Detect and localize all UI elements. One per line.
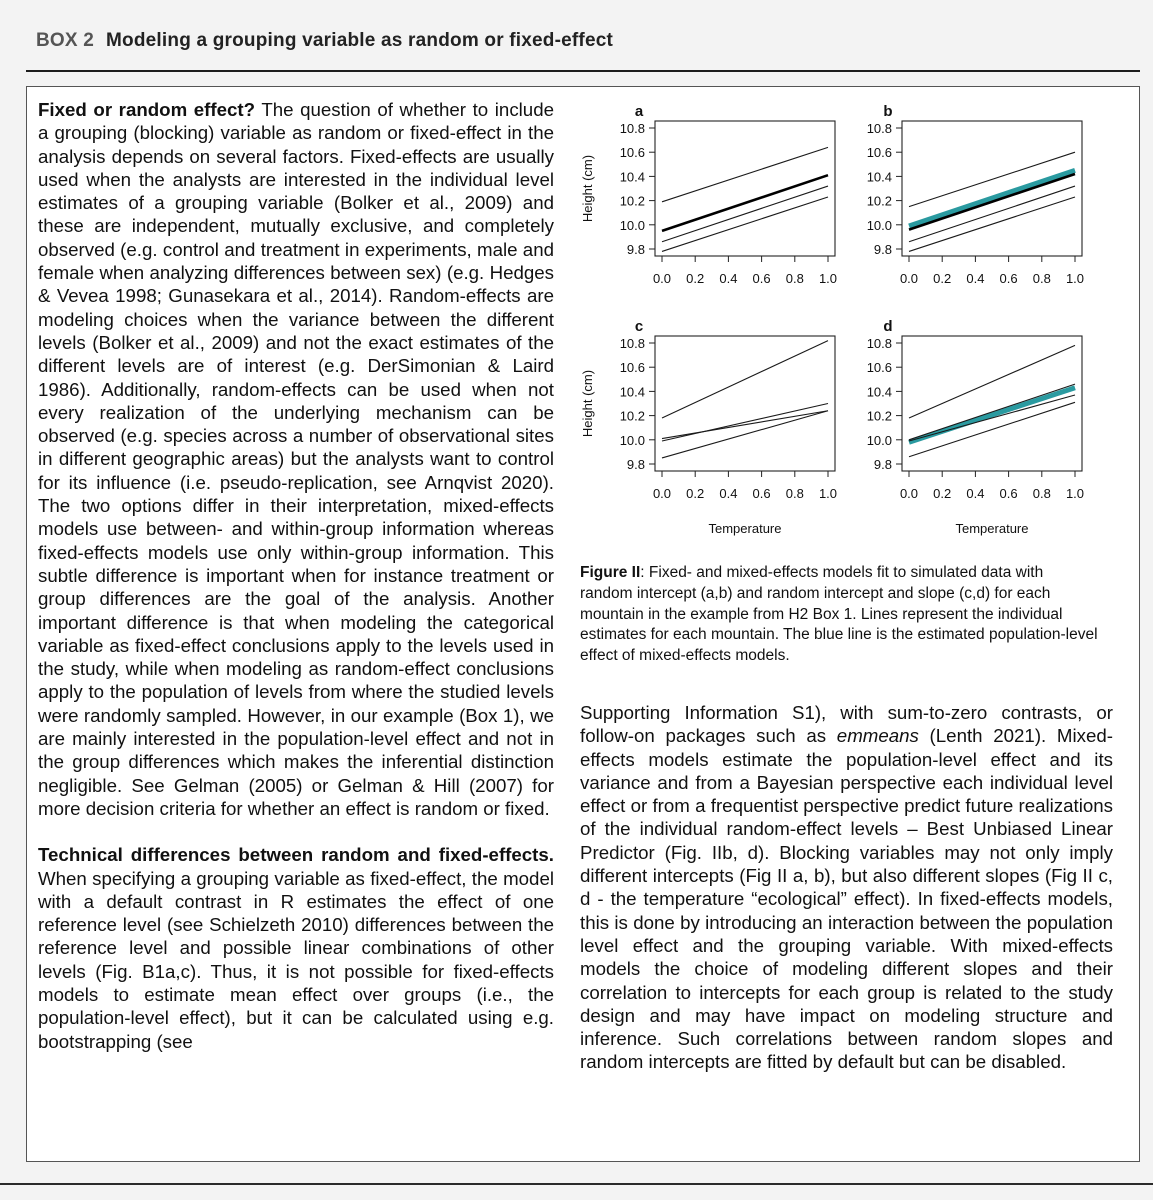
x-tick-label: 0.0	[899, 486, 919, 501]
x-tick-label: 1.0	[818, 486, 838, 501]
y-tick-label: 10.8	[619, 121, 645, 136]
y-tick-label: 10.2	[619, 193, 645, 209]
plot-frame	[902, 121, 1082, 256]
y-tick-label: 10.6	[619, 145, 645, 161]
x-tick-label: 1.0	[1065, 486, 1085, 501]
y-tick-label: 10.4	[619, 169, 645, 185]
x-tick-label: 0.2	[686, 486, 705, 501]
paragraph-heading: Fixed or random effect?	[38, 99, 256, 120]
y-tick-label: 10.2	[866, 408, 892, 424]
x-tick-label: 0.4	[719, 486, 738, 501]
caption-text: : Fixed- and mixed-effects models fit to simulated data with random intercept (a,b) and random intercept and slope (c,d) for each mountain in the example from H2 Box 1. Lines represent the individual estimates for each mountain. The blue line is the estimated population-level effect of mixed-effects models.	[580, 564, 1098, 665]
group-line	[909, 174, 1075, 230]
x-tick-label: 1.0	[818, 271, 838, 286]
box-title-text: Modeling a grouping variable as random or fixed-effect	[106, 30, 614, 51]
panel-c	[580, 318, 837, 536]
plot-frame	[655, 336, 835, 471]
box-title	[36, 30, 613, 52]
x-axis-label: Temperature	[955, 521, 1029, 536]
y-axis-label: Height (cm)	[580, 369, 595, 438]
panel-a	[580, 103, 837, 286]
y-tick-label: 9.8	[873, 457, 892, 472]
panel-letter: d	[883, 318, 893, 335]
paragraph-heading: Technical differences between random and fixed-effects.	[38, 844, 554, 866]
y-tick-label: 10.0	[866, 432, 892, 448]
paragraph-body: The question of whether to include a grouping (blocking) variable as random or fixed-effect in the analysis depends on several factors. Fixed-effects are usually used when the analysts are interested in the individual level estimates of a grouping variable (Bolker et al., 2009) and these are independent, mutually exclusive, and completely observed (e.g. control and treatment in experiments, male and female when analyzing differences between sex) (e.g. Hedges & Vevea 1998; Gunasekara et al., 2014). Random-effects are modeling choices when the variance between the different levels (Bolker et al., 2009) and not the exact estimates of the different levels are of interest (e.g. DerSimonian & Laird 1986). Additionally, random-effects can be used when not every realization of the underlying mechanism can be observed (e.g. species across a number of observational sites in different geographic areas) but the analysts want to control for its influence (i.e. pseudo-replication, see Arnqvist 2020). The two options differ in their interpretation, mixed-effects models use between- and within-group information whereas fixed-effects models use only within-group information. This subtle difference is important when for instance treatment or group differences are the goal of the analysis. Another important difference is that when modeling the categorical variable as fixed-effect conclusions apply to the levels used in the study, while when modeling as random-effect conclusions apply to the population of levels from where the studied levels were randomly sampled. However, in our example (Box 1), we are mainly interested in the population-level effect and not in the group differences which makes the inferential distinction negligible. See Gelman (2005) or Gelman & Hill (2007) for more decision criteria for whether an effect is random or fixed.	[38, 99, 554, 819]
group-line	[662, 197, 828, 251]
y-tick-label: 10.8	[866, 336, 892, 351]
y-tick-label: 10.4	[866, 384, 892, 400]
group-line	[662, 186, 828, 242]
y-tick-label: 10.2	[619, 408, 645, 424]
bottom-rule	[0, 1183, 1153, 1185]
y-tick-label: 10.6	[866, 145, 892, 161]
panel-letter: a	[634, 103, 644, 120]
y-tick-label: 10.8	[866, 121, 892, 136]
panel-b	[867, 103, 1084, 286]
group-line	[662, 341, 828, 418]
figure-ii	[572, 96, 1112, 558]
y-tick-label: 10.0	[619, 217, 645, 233]
paragraph-fixed-or-random	[38, 98, 554, 820]
y-tick-label: 10.8	[619, 336, 645, 351]
x-tick-label: 0.8	[785, 486, 804, 501]
x-tick-label: 0.2	[933, 486, 952, 501]
box-number: BOX 2	[36, 30, 95, 51]
paragraph-continued	[580, 701, 1113, 1074]
paragraph-body: Supporting Information S1), with sum-to-zero contrasts, or follow-on packages such as	[580, 702, 1113, 747]
y-tick-label: 10.4	[619, 384, 645, 400]
y-tick-label: 10.0	[866, 217, 892, 233]
y-axis-label: Height (cm)	[580, 154, 595, 223]
y-tick-label: 10.2	[866, 193, 892, 209]
x-tick-label: 0.4	[966, 486, 985, 501]
group-line	[909, 395, 1075, 441]
y-tick-label: 10.0	[619, 432, 645, 448]
y-tick-label: 10.6	[619, 360, 645, 376]
x-tick-label: 0.4	[966, 271, 985, 286]
x-tick-label: 0.6	[999, 486, 1018, 501]
paragraph-technical-differences	[38, 843, 554, 1053]
x-tick-label: 0.8	[1032, 271, 1051, 286]
y-tick-label: 9.8	[626, 242, 645, 257]
group-line	[909, 186, 1075, 242]
x-tick-label: 0.0	[652, 486, 672, 501]
panel-letter: c	[634, 318, 644, 335]
x-tick-label: 0.8	[785, 271, 804, 286]
group-line	[909, 384, 1075, 440]
left-column	[38, 98, 554, 1053]
caption-label: Figure II	[580, 564, 641, 581]
x-tick-label: 0.6	[999, 271, 1018, 286]
x-tick-label: 0.0	[899, 271, 919, 286]
panel-d	[867, 318, 1084, 536]
x-tick-label: 0.2	[686, 271, 705, 286]
paragraph-body: (Lenth 2021). Mixed-effects models estimate the population-level effect and its variance and from a Bayesian perspective each individual level effect or from a frequentist perspective predict future realizations of the individual random-effect levels – Best Unbiased Linear Predictor (Fig. IIb, d). Blocking variables may not only imply different intercepts (Fig II a, b), but also different slopes (Fig II c, d - the temperature “ecological” effect). In fixed-effects models, this is done by introducing an interaction between the population level effect and the grouping variable. With mixed-effects models the choice of modeling different slopes and their correlation to intercepts for each group is related to the study design and may have impact on modeling structure and inference. Such correlations between random slopes and random intercepts are fitted by default but can be disabled.	[580, 725, 1114, 1073]
group-line	[662, 175, 828, 231]
plot-frame	[655, 121, 835, 256]
group-line	[909, 402, 1075, 456]
title-rule	[26, 70, 1140, 72]
group-line	[662, 404, 828, 442]
y-tick-label: 9.8	[873, 242, 892, 257]
package-name: emmeans	[836, 725, 919, 747]
group-line	[909, 345, 1075, 418]
x-tick-label: 0.0	[652, 271, 672, 286]
figure-caption	[580, 563, 1100, 667]
group-line	[662, 147, 828, 201]
x-axis-label: Temperature	[708, 521, 782, 536]
x-tick-label: 0.6	[752, 486, 771, 501]
x-tick-label: 0.8	[1032, 486, 1051, 501]
y-tick-label: 10.4	[866, 169, 892, 185]
x-tick-label: 0.4	[719, 271, 738, 286]
group-line	[909, 197, 1075, 251]
y-tick-label: 9.8	[626, 457, 645, 472]
right-column	[580, 701, 1113, 1074]
x-tick-label: 1.0	[1065, 271, 1085, 286]
paragraph-body: When specifying a grouping variable as fixed-effect, the model with a default contrast in R estimates the effect of one reference level (see Schielzeth 2010) differences between the reference level and possible linear combinations of other levels (Fig. B1a,c). Thus, it is not possible for fixed-effects models to estimate mean effect over groups (i.e., the population-level effect), but it can be calculated using e.g. bootstrapping (see	[38, 867, 554, 1052]
y-tick-label: 10.6	[866, 360, 892, 376]
panel-letter: b	[883, 103, 893, 120]
x-tick-label: 0.2	[933, 271, 952, 286]
x-tick-label: 0.6	[752, 271, 771, 286]
